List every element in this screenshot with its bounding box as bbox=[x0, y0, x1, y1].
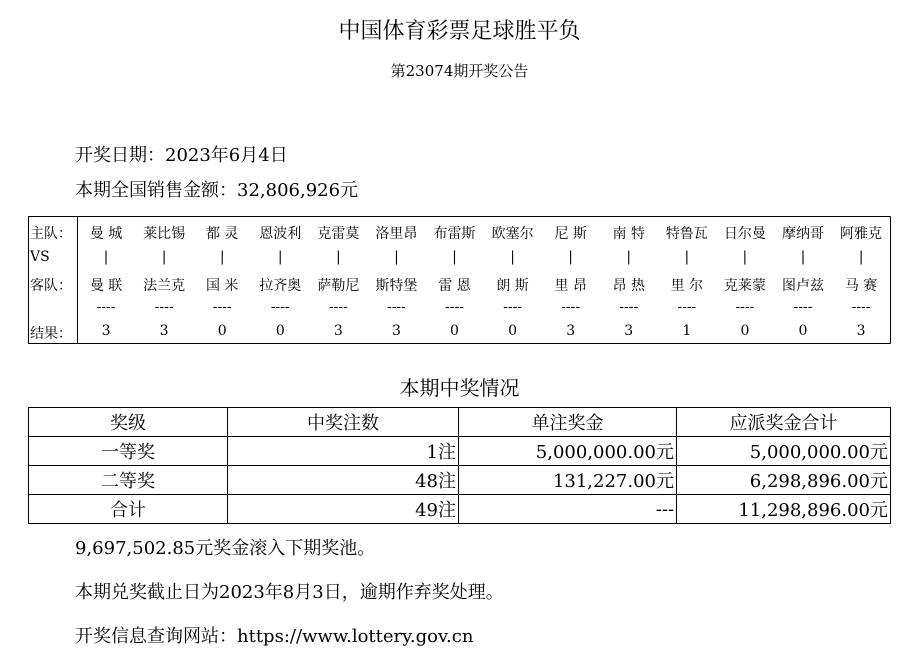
match-result: 1 bbox=[682, 323, 692, 339]
home-team: 都 灵 bbox=[205, 226, 239, 242]
prize-unit-amount: 131,227.00元 bbox=[459, 466, 677, 495]
vs-mark: | bbox=[510, 249, 515, 265]
prize-winners: 1注 bbox=[228, 437, 459, 466]
away-team: 图卢兹 bbox=[781, 278, 824, 294]
away-team: 克莱蒙 bbox=[723, 278, 766, 294]
vs-mark: | bbox=[742, 249, 748, 265]
separator-dash: ---- bbox=[154, 299, 174, 315]
separator-row bbox=[77, 299, 890, 315]
separator-dash: ---- bbox=[735, 299, 755, 315]
match-result: 3 bbox=[391, 323, 401, 339]
vs-mark: | bbox=[103, 249, 109, 265]
vs-mark: | bbox=[277, 249, 283, 265]
away-team: 拉齐奥 bbox=[259, 278, 302, 294]
match-result: 0 bbox=[740, 323, 750, 339]
prize-section-title: 本期中奖情况 bbox=[399, 376, 520, 400]
home-team: 洛里昂 bbox=[375, 226, 418, 242]
match-result: 0 bbox=[798, 323, 808, 339]
separator-dash: ---- bbox=[793, 299, 813, 315]
home-team: 欧塞尔 bbox=[491, 226, 534, 242]
header-level: 奖级 bbox=[29, 408, 228, 437]
home-team: 莱比锡 bbox=[143, 226, 186, 242]
away-team: 里 昂 bbox=[554, 278, 587, 294]
home-team: 日尔曼 bbox=[723, 226, 766, 242]
draw-date: 开奖日期：2023年6月4日 bbox=[75, 145, 288, 166]
prize-unit-amount: 5,000,000.00元 bbox=[459, 437, 677, 466]
separator-dash: ---- bbox=[503, 299, 523, 315]
header-total-prize: 应派奖金合计 bbox=[677, 408, 891, 437]
home-team-row bbox=[77, 223, 890, 243]
vs-mark: | bbox=[161, 249, 167, 265]
away-team: 马 赛 bbox=[844, 278, 878, 294]
away-team: 法兰克 bbox=[143, 278, 186, 294]
prize-total-row bbox=[29, 495, 891, 524]
home-team: 摩纳哥 bbox=[781, 226, 824, 242]
match-result: 0 bbox=[275, 323, 285, 339]
home-team: 克雷莫 bbox=[317, 226, 360, 242]
prize-row bbox=[29, 437, 891, 466]
result-row bbox=[77, 323, 890, 339]
separator-dash: ---- bbox=[212, 299, 232, 315]
match-result: 3 bbox=[856, 323, 866, 339]
vs-mark: | bbox=[800, 249, 806, 265]
sales-amount: 本期全国销售金额：32,806,926元 bbox=[75, 180, 359, 201]
prize-total-amount: 11,298,896.00元 bbox=[677, 495, 891, 524]
away-team: 国 米 bbox=[205, 278, 239, 294]
vs-mark: | bbox=[394, 249, 399, 265]
home-team: 阿雅克 bbox=[840, 226, 883, 242]
header-unit-prize: 单注奖金 bbox=[459, 408, 677, 437]
away-team: 曼 联 bbox=[89, 278, 123, 294]
separator-dash: ---- bbox=[561, 299, 581, 315]
vs-mark: | bbox=[335, 249, 341, 265]
match-result: 3 bbox=[566, 323, 576, 339]
home-team: 南 特 bbox=[612, 226, 645, 242]
vs-mark: | bbox=[568, 249, 574, 265]
match-table bbox=[28, 216, 891, 344]
prize-level: 一等奖 bbox=[29, 437, 228, 466]
result-label: 结果： bbox=[30, 326, 72, 342]
prize-header-row bbox=[29, 408, 891, 437]
prize-level: 合计 bbox=[29, 495, 228, 524]
prize-total-amount: 6,298,896.00元 bbox=[677, 466, 891, 495]
separator-dash: ---- bbox=[328, 299, 348, 315]
prize-row bbox=[29, 466, 891, 495]
away-team: 朗 斯 bbox=[496, 278, 529, 294]
prize-winners: 48注 bbox=[228, 466, 459, 495]
vs-label: VS bbox=[30, 249, 50, 265]
prize-level: 二等奖 bbox=[29, 466, 228, 495]
away-team: 萨勒尼 bbox=[317, 278, 360, 294]
match-result: 3 bbox=[159, 323, 169, 339]
match-result: 0 bbox=[508, 323, 518, 339]
match-result: 0 bbox=[217, 323, 227, 339]
home-team: 布雷斯 bbox=[433, 226, 476, 242]
home-team: 曼 城 bbox=[89, 226, 123, 242]
away-team: 昂 热 bbox=[612, 278, 645, 294]
separator-dash: ---- bbox=[851, 299, 871, 315]
home-team: 尼 斯 bbox=[554, 226, 587, 242]
prize-unit-amount: --- bbox=[459, 495, 677, 524]
away-label: 客队： bbox=[30, 278, 72, 294]
separator-dash: ---- bbox=[270, 299, 290, 315]
separator-dash: ---- bbox=[445, 299, 464, 315]
separator-dash: ---- bbox=[619, 299, 639, 315]
separator-dash: ---- bbox=[386, 299, 406, 315]
away-team: 斯特堡 bbox=[375, 278, 418, 294]
vs-mark: | bbox=[684, 249, 690, 265]
prize-table bbox=[28, 407, 891, 524]
deadline-note: 本期兑奖截止日为2023年8月3日，逾期作弃奖处理。 bbox=[75, 582, 504, 603]
issue-subtitle: 第23074期开奖公告 bbox=[390, 62, 529, 80]
vs-mark: | bbox=[626, 249, 632, 265]
page-title: 中国体育彩票足球胜平负 bbox=[338, 19, 581, 44]
away-team: 里 尔 bbox=[670, 278, 704, 294]
away-team-row bbox=[77, 275, 890, 295]
home-label: 主队： bbox=[30, 226, 72, 242]
rollover-note: 9,697,502.85元奖金滚入下期奖池。 bbox=[75, 538, 376, 559]
header-winners: 中奖注数 bbox=[228, 408, 459, 437]
home-team: 恩波利 bbox=[259, 226, 302, 242]
away-team: 雷 恩 bbox=[438, 278, 471, 294]
separator-dash: ---- bbox=[96, 299, 116, 315]
match-result: 3 bbox=[333, 323, 343, 339]
match-result: 3 bbox=[101, 323, 111, 339]
website-note: 开奖信息查询网站：https://www.lottery.gov.cn bbox=[75, 626, 474, 647]
vs-mark: | bbox=[219, 249, 225, 265]
match-result: 0 bbox=[450, 323, 459, 339]
prize-winners: 49注 bbox=[228, 495, 459, 524]
match-result: 3 bbox=[624, 323, 634, 339]
vs-row bbox=[77, 249, 890, 265]
home-team: 特鲁瓦 bbox=[665, 226, 708, 242]
vs-mark: | bbox=[452, 249, 457, 265]
prize-total-amount: 5,000,000.00元 bbox=[677, 437, 891, 466]
vs-mark: | bbox=[858, 249, 864, 265]
separator-dash: ---- bbox=[677, 299, 697, 315]
